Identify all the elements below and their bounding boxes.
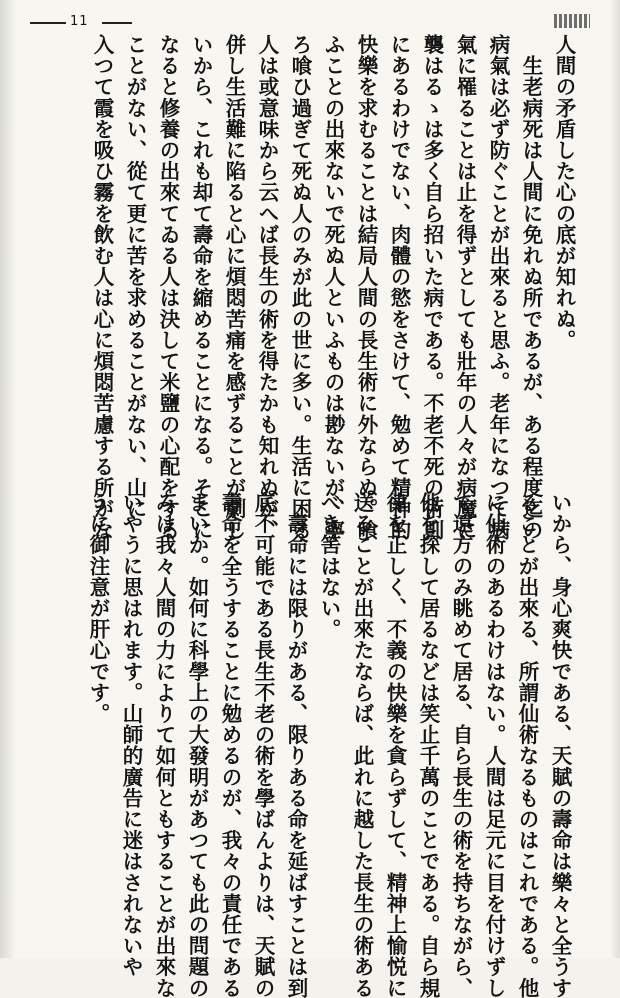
text-line: 人は或意味から云へば長生の術を得たかも知れぬが、 xyxy=(255,34,279,541)
text-line: 併し生活難に陷ると心に煩悶苦痛を感ずることが劇し xyxy=(222,34,246,541)
text-line: 入つて霞を吸ひ霧を飲む人は心に煩悶苦慮する所がな xyxy=(90,34,114,541)
text-line: ることが出來る、所謂仙術なるものはこれである。他 xyxy=(515,492,539,998)
header-mark xyxy=(554,14,590,28)
text-line: 快樂を求むることは結局人間の長生術に外ならぬ。喰 xyxy=(354,34,378,541)
page-number: 11 xyxy=(70,14,89,29)
text-line: に仙術のあるわけはない。人間は足元に目を付けずし xyxy=(482,492,506,998)
text-line: べき筈はない。 xyxy=(317,492,341,640)
text-line: みは我々人間の力によりて如何ともすることが出來な xyxy=(152,492,176,998)
text-line: ことがない、從て更に苦を求めることがない、山に xyxy=(123,34,147,520)
text-line: 襲はるゝは多く自ら招いた病である。不老不死の術則 xyxy=(420,34,444,541)
text-line: 生老病死は人間に免れぬ所であるが、ある程度迄の xyxy=(519,34,543,541)
text-line: て遠方のみ眺めて居る、自ら長生の術を持ちながら、 xyxy=(449,492,473,998)
text-line: まいか。如何に科學上の大發明があつても此の問題の xyxy=(185,492,209,998)
text-line: ふことの出來ないで死ぬ人といふものは尠ないが、寧 xyxy=(321,34,345,541)
text-line: いやうに思はれます。山師的廣告に迷はされないや xyxy=(119,492,143,978)
text-line: 氣に罹ることは止を得ずとしても壯年の人々が病魔に xyxy=(453,34,477,541)
lower-text-block xyxy=(86,492,576,998)
text-line: 壽命を全うすることに勉めるのが、我々の責任である xyxy=(218,492,242,998)
text-line: 底不可能である長生不老の術を學ばんよりは、天賦の xyxy=(251,492,275,998)
text-line: 病氣は必ず防ぐことが出來ると思ふ。老年になつて病 xyxy=(486,34,510,541)
text-line: 送ることが出來たならば、此れに越した長生の術ある xyxy=(350,492,374,998)
text-line: いから、身心爽快である、天賦の壽命は樂々と全うす xyxy=(548,492,572,998)
text-line: 律を正しく、不義の快樂を貪らずして、精神上愉悦に xyxy=(383,492,407,998)
text-line: 人間の矛盾した心の底が知れぬ。 xyxy=(552,34,576,351)
text-line: なると修養の出來てゐる人は決して米鹽の心配をする xyxy=(156,34,180,541)
text-line: にあるわけでない、肉體の慾をさけて、勉めて精神的 xyxy=(387,34,411,541)
text-line: 他を探して居るなどは笑止千萬のことである。自ら規 xyxy=(416,492,440,998)
text-line: 壽命には限りがある、限りある命を延ばすことは到 xyxy=(284,492,308,998)
header-rule xyxy=(30,22,66,24)
page-header xyxy=(30,14,590,30)
upper-text-block xyxy=(40,34,580,541)
header-rule-2 xyxy=(102,22,132,24)
text-line: うに御注意が肝心です。 xyxy=(86,492,110,725)
scan-shadow-right xyxy=(610,0,620,958)
text-line: ろ喰ひ過ぎて死ぬ人のみが此の世に多い。生活に困る xyxy=(288,34,312,541)
text-line: いから、これも却て壽命を縮めることになる。そこに xyxy=(189,34,213,541)
scan-shadow-left xyxy=(0,0,16,958)
